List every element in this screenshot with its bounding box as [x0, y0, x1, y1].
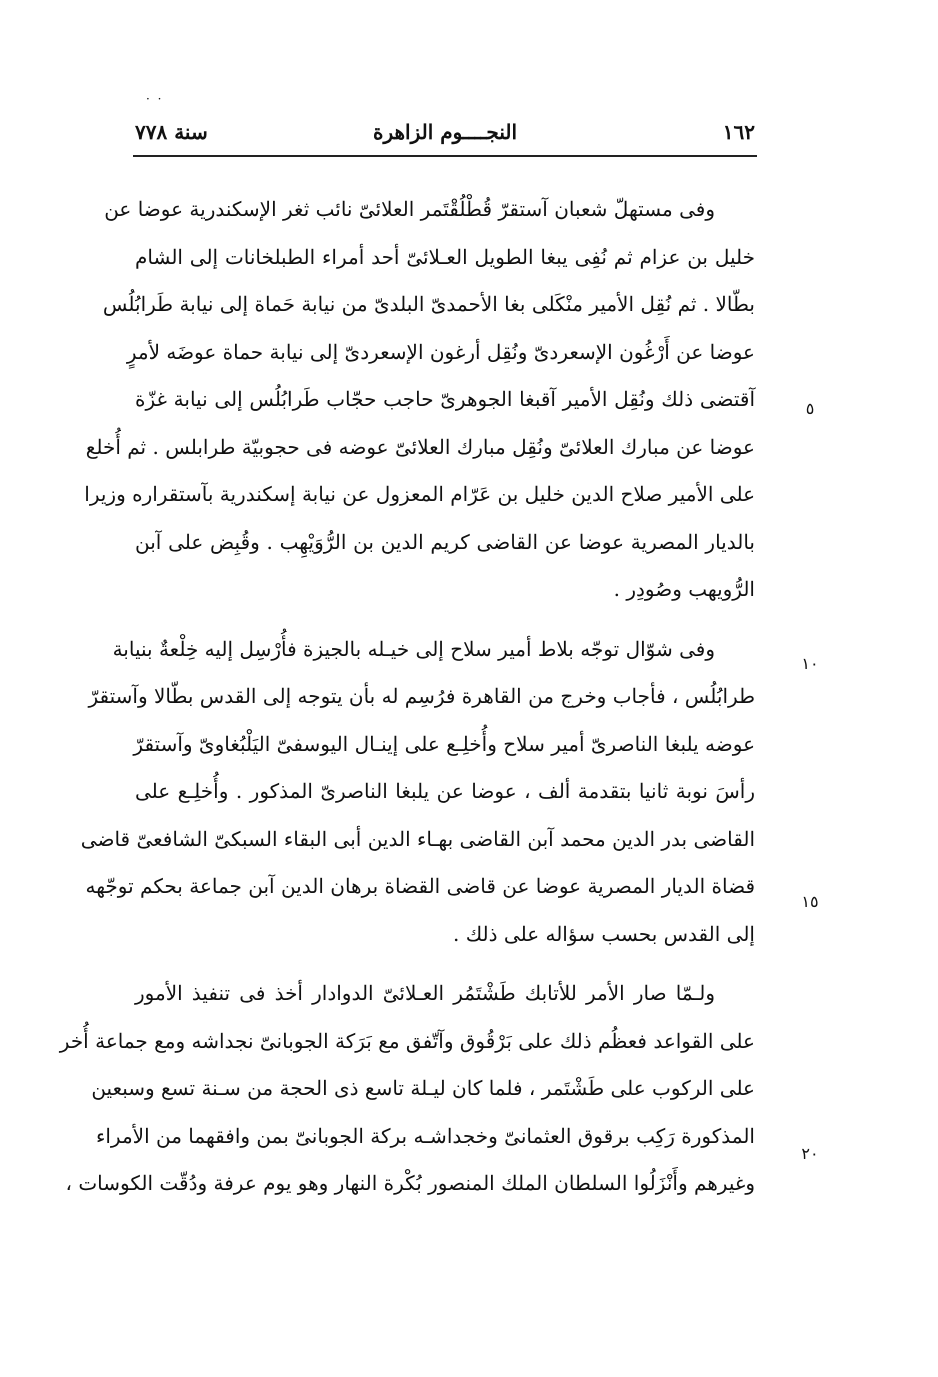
text-line: الرُّويهب وصُودِر .	[613, 577, 755, 601]
text-line: على الأمير صلاح الدين خليل بن عَرّام المعزول عن نيابة إسكندرية بآستقراره وزيرا	[84, 482, 755, 506]
paragraph-gap	[135, 614, 755, 626]
text-line: رأسَ نوبة ثانيا بتقدمة ألف ، عوضا عن يلبغا الناصرىّ المذكور . وأُخلِـع على	[135, 779, 755, 803]
year-label: سنة ٧٧٨	[135, 120, 208, 144]
page-number: ١٦٢	[722, 120, 755, 144]
text-line: خليل بن عزام ثم نُفِى يبغا الطويل العـلائىّ أحد أمراء الطبلخانات إلى الشام	[135, 244, 755, 269]
paragraph-1	[84, 186, 755, 614]
text-line: وغيرهم وأَنْزَلُوا السلطان الملك المنصور بُكْرة النهار وهو يوم عرفة ودُقّت الكوسات ،	[65, 1171, 755, 1195]
text-line: على الركوب على طَشْتَمر ، فلما كان ليـلة تاسع ذى الحجة من سـنة تسع وسبعين	[91, 1076, 755, 1100]
text-line: عوضا عن مبارك العلائىّ ونُقِل مبارك العلائىّ عوضه فى حجوبيّة طرابلس . ثم أُخلع	[85, 434, 755, 459]
text-line: على القواعد فعظُم ذلك على بَرْقُوق وآتّفق مع بَرَكة الجوبانىّ نجداشه ومع جماعة أُخر	[59, 1028, 755, 1053]
text-line: بالديار المصرية عوضا عن القاضى كريم الدين بن الرُّوَيْهِب . وقُبِض على آبن	[135, 529, 755, 554]
book-title: النجــــوم الزاهرة	[372, 120, 518, 144]
line-number-10: ١٠	[801, 654, 819, 673]
text-line: طرابُلُس ، فأجاب وخرج من القاهرة فرُسِم له بأن يتوجه إلى القدس بطّالا وآستقرّ	[88, 684, 755, 708]
line-number-5: ٥	[805, 399, 815, 418]
text-line: عوضا عن أَرْغُون الإسعردىّ ونُقِل أرغون الإسعردىّ إلى نيابة حماة عوضَه لأمرٍ	[126, 339, 755, 364]
text-line: بطّالا . ثم نُقِل الأمير منْكَلى بغا الأحمدىّ البلدىّ من نيابة حَماة إلى نيابة طَرابُلُس	[102, 292, 755, 316]
line-number-15: ١٥	[801, 892, 819, 911]
text-line: وفى مستهلّ شعبان آستقرّ قُطْلُقْتَمر العلائىّ نائب ثغر الإسكندرية عوضا عن	[104, 197, 715, 221]
line-number-20: ٢٠	[801, 1144, 819, 1163]
paragraph-gap	[135, 958, 755, 970]
corner-dots: · ·	[146, 92, 164, 106]
text-line: قضاة الديار المصرية عوضا عن قاضى القضاة برهان الدين آبن جماعة بحكم توجّهه	[85, 874, 755, 898]
paragraph-3	[59, 970, 755, 1208]
header-rule	[133, 155, 757, 157]
text-line: المذكورة رَكِب برقوق العثمانىّ وخجداشـه بركة الجوبانىّ بمن وافقهما من الأمراء	[95, 1123, 755, 1148]
text-line: ولـمّا صار الأمر للأتابك طَشْتَمُر العـلائىّ الدوادار أخذ فى تنفيذ الأمور	[135, 981, 715, 1005]
text-line: عوضه يلبغا الناصرىّ أمير سلاح وأُخلِـع على إينـال اليوسفىّ اليَلْبُغاوىّ وآستقرّ	[133, 731, 755, 756]
text-line: آقتضى ذلك ونُقِل الأمير آقبغا الجوهرىّ حاجب حجّاب طَرابُلُس إلى نيابة غزّة	[135, 387, 755, 411]
body-text	[59, 186, 755, 1208]
text-line: القاضى بدر الدين محمد آبن القاضى بهـاء الدين أبى البقاء السبكىّ الشافعىّ قاضى	[80, 826, 755, 851]
text-line: إلى القدس بحسب سؤاله على ذلك .	[452, 921, 755, 946]
text-line: وفى شوّال توجّه بلاط أمير سلاح إلى خيـله بالجيزة فأُرْسِل إليه خِلْعةٌ بنيابة	[112, 636, 715, 661]
paragraph-2	[80, 626, 755, 959]
running-header	[135, 112, 755, 152]
